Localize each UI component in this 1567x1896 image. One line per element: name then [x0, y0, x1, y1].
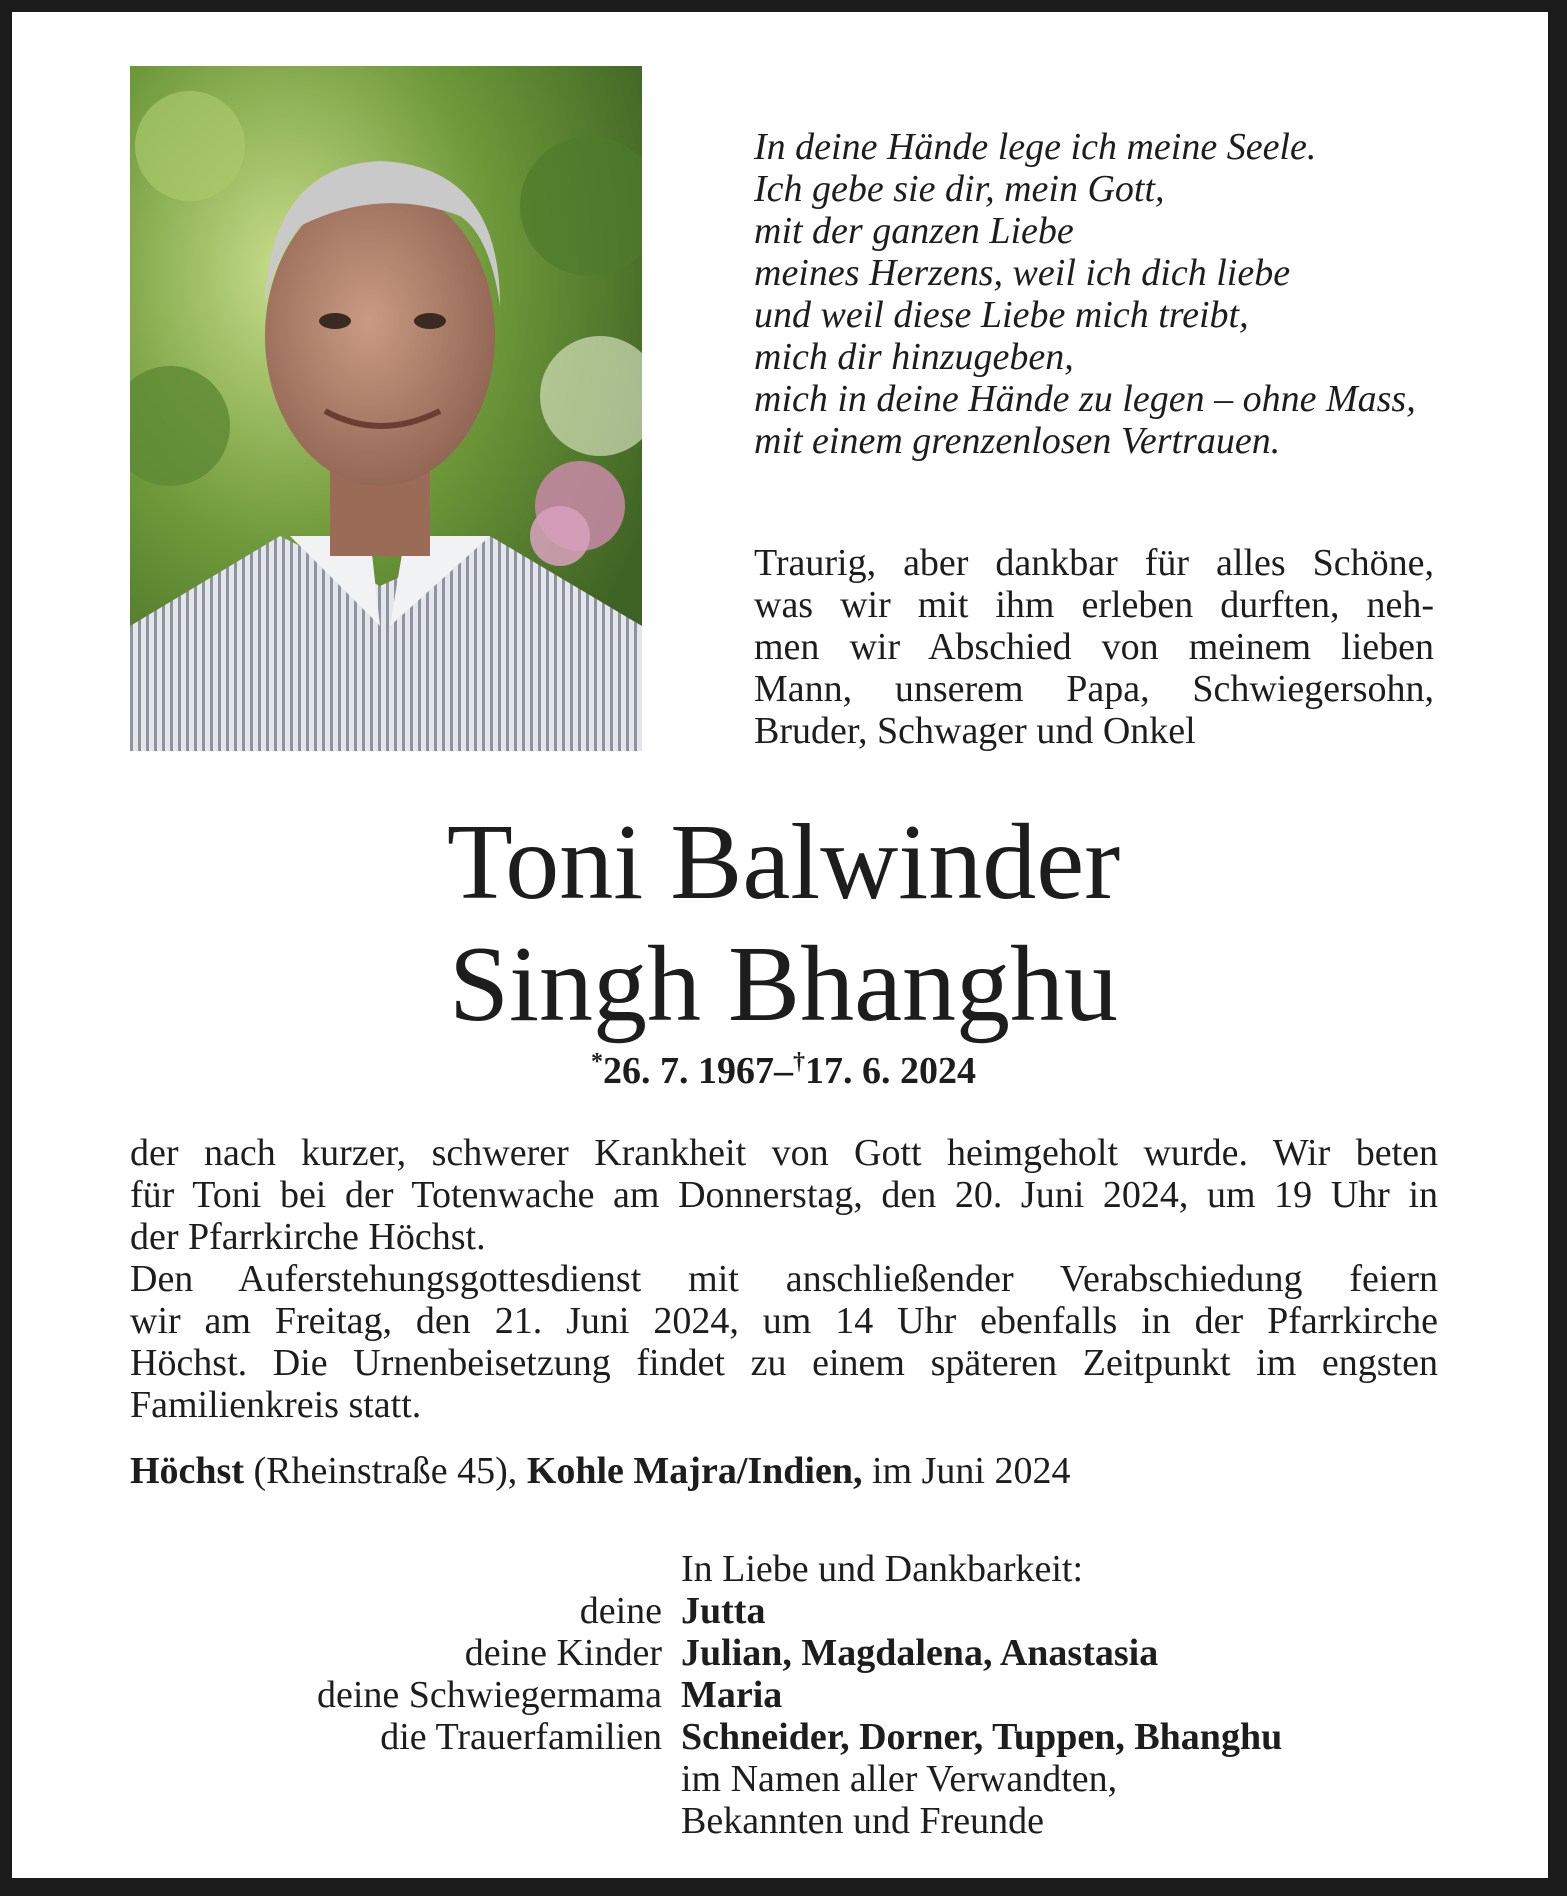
signer-names: Maria	[681, 1674, 783, 1716]
death-date: 17. 6. 2024	[805, 1050, 976, 1092]
signature-intro: In Liebe und Dankbarkeit:	[681, 1548, 1084, 1590]
signers-list	[12, 1590, 1512, 1758]
signer-names: Jutta	[681, 1590, 766, 1632]
closing-line: im Namen aller Verwandten,	[681, 1758, 1118, 1800]
body-line: Höchst. Die Urnenbeisetzung findet zu einem späteren Zeitpunkt im engsten	[130, 1342, 1438, 1384]
intro-text	[754, 542, 1434, 752]
intro-line: men wir Abschied von meinem lieben	[754, 626, 1434, 668]
poem-line: und weil diese Liebe mich treibt,	[754, 294, 1249, 336]
signer-relation: die Trauerfamilien	[380, 1716, 662, 1758]
place-address: (Rheinstraße 45),	[244, 1450, 527, 1492]
signer-relation: deine Schwiegermama	[316, 1674, 662, 1716]
poem-line: mich dir hinzugeben,	[754, 336, 1074, 378]
body-line: Familienkreis statt.	[130, 1384, 422, 1426]
poem-line: mit einem grenzenlosen Vertrauen.	[754, 420, 1281, 462]
poem	[754, 126, 1494, 462]
place-second: Kohle Majra/Indien,	[526, 1450, 863, 1492]
life-dates	[12, 1040, 1555, 1093]
intro-line: Mann, unserem Papa, Schwiegersohn,	[754, 668, 1434, 710]
deceased-name	[12, 802, 1555, 1046]
signer-names: Julian, Magdalena, Anastasia	[681, 1632, 1159, 1674]
place-date: im Juni 2024	[862, 1450, 1071, 1492]
body-line: der nach kurzer, schwerer Krankheit von Gott heimgeholt wurde. Wir beten	[130, 1132, 1438, 1174]
place-town: Höchst	[130, 1450, 244, 1492]
poem-line: mich in deine Hände zu legen – ohne Mass,	[754, 378, 1416, 420]
intro-line: was wir mit ihm erleben durften, neh-	[754, 584, 1434, 626]
closing-text	[681, 1758, 1117, 1842]
intro-line: Traurig, aber dankbar für alles Schöne,	[754, 542, 1434, 584]
portrait-photo	[130, 66, 642, 751]
poem-line: meines Herzens, weil ich dich liebe	[754, 252, 1291, 294]
signer-row	[12, 1674, 1512, 1716]
signer-names: Schneider, Dorner, Tuppen, Bhanghu	[681, 1716, 1283, 1758]
name-line-2: Singh Bhanghu	[448, 925, 1119, 1044]
poem-line: mit der ganzen Liebe	[754, 210, 1074, 252]
poem-line: In deine Hände lege ich meine Seele.	[754, 126, 1317, 168]
body-line: Den Auferstehungsgottesdienst mit anschließender Verabschiedung feiern	[130, 1258, 1438, 1300]
signer-row	[12, 1590, 1512, 1632]
body-text	[130, 1132, 1438, 1426]
poem-line: Ich gebe sie dir, mein Gott,	[754, 168, 1165, 210]
body-line: für Toni bei der Totenwache am Donnerstag, den 20. Juni 2024, um 19 Uhr in	[130, 1174, 1438, 1216]
paragraph-wake	[130, 1132, 1438, 1258]
signer-row	[12, 1716, 1512, 1758]
death-symbol: †	[793, 1049, 805, 1075]
date-separator: –	[774, 1050, 793, 1092]
signer-relation: deine	[579, 1590, 662, 1632]
place-date-line	[130, 1450, 1430, 1492]
birth-symbol: *	[591, 1049, 603, 1075]
body-line: der Pfarrkirche Höchst.	[130, 1216, 486, 1258]
intro-line: Bruder, Schwager und Onkel	[754, 710, 1196, 752]
paragraph-service	[130, 1258, 1438, 1426]
signer-relation: deine Kinder	[464, 1632, 662, 1674]
closing-line: Bekannten und Freunde	[681, 1800, 1045, 1842]
obituary-card	[12, 12, 1548, 1878]
birth-date: 26. 7. 1967	[603, 1050, 774, 1092]
body-line: wir am Freitag, den 21. Juni 2024, um 14 Uhr ebenfalls in der Pfarrkirche	[130, 1300, 1438, 1342]
signer-row	[12, 1632, 1512, 1674]
name-line-1: Toni Balwinder	[446, 803, 1121, 922]
